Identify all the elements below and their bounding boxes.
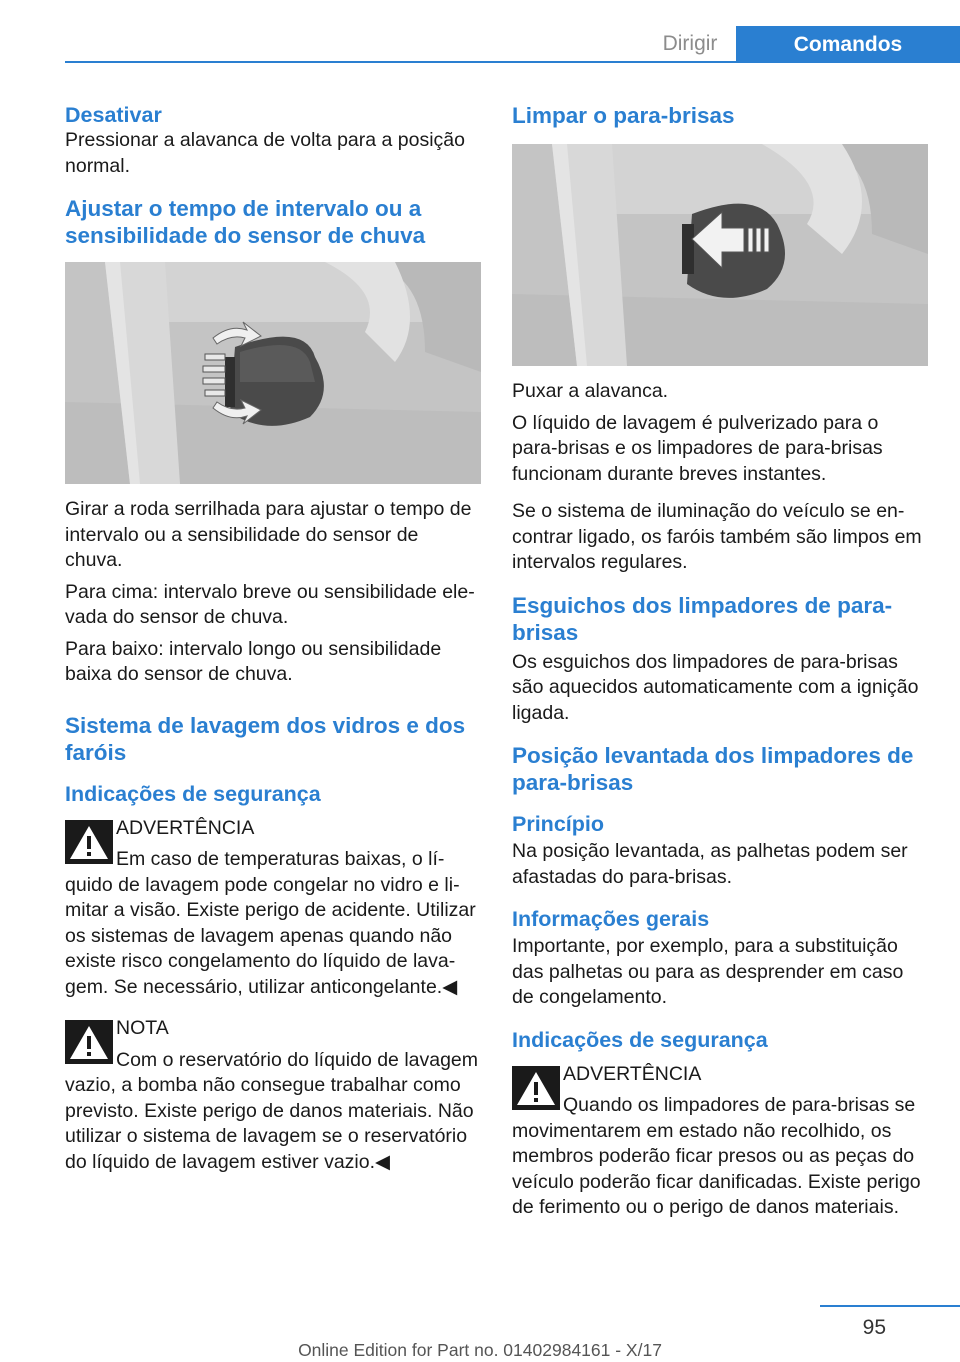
ajustar-heading: Ajustar o tempo de intervalo ou a sensibilidade do sensor de chuva [65, 196, 426, 248]
note-block [65, 1016, 481, 1175]
para-baixo-text: Para baixo: intervalo longo ou sensibilidade baixa do sensor de chuva. [65, 637, 442, 685]
para-cima-text: Para cima: intervalo breve ou sensibilidade elevada do sensor de chuva. [65, 580, 475, 628]
posicao-levantada-heading: Posição levantada dos limpadores de para-brisas [512, 743, 914, 795]
girar-text: Girar a roda serrilhada para ajustar o tempo de intervalo ou a sensibilidade do sensor de chuva. [65, 498, 472, 571]
warning-text: Em caso de temperaturas baixas, o líquido de lavagem pode congelar no vidro e limitar a visão. Existe perigo de acidente. Utilizar os sistemas de lavagem apenas quando não existe risco congelamento do líquido de lavagem. Se necessário, utilizar anticongelante.◀ [65, 848, 476, 998]
rain-sensor-wheel-figure [65, 262, 481, 484]
warning-label-right: ADVERTÊNCIA [563, 1062, 702, 1085]
footer-edition: Online Edition for Part no. 01402984161 - X/17 [298, 1340, 662, 1360]
indicacoes-seguranca-heading-right: Indicações de segurança [512, 1027, 768, 1052]
puxar-text: Puxar a alavanca. [512, 380, 669, 402]
warning-text-right: Quando os limpadores de para-brisas se movimentarem em estado não recolhido, os membros poderão ficar presos ou as peças do veículo poderão ficar danificadas. Existe perigo de ferimento ou o perigo de danos materiais. [512, 1094, 921, 1218]
pull-lever-figure [512, 144, 928, 366]
esguichos-text: Os esguichos dos limpadores de para-brisas são aquecidos automaticamente com a ignição ligada. [512, 650, 919, 724]
liquido-text: O líquido de lavagem é pulverizado para o para-brisas e os limpadores de para-brisas funcionam durante breves instantes. [512, 411, 883, 485]
section-tab-dirigir: Dirigir [662, 31, 718, 55]
limpar-para-brisas-heading: Limpar o para-brisas [512, 103, 735, 128]
page-number: 95 [862, 1316, 886, 1339]
right-column [512, 102, 928, 1221]
esguichos-heading: Esguichos dos limpadores de parabrisas [512, 592, 893, 645]
warning-block [65, 816, 481, 1001]
note-text: Com o reservatório do líquido de lavagem vazio, a bomba não consegue trabalhar como previsto. Existe perigo de danos materiais. Não utilizar o sistema de lavagem se o reservatório do líquido de lavagem estiver vazio.◀ [65, 1048, 479, 1173]
chapter-tab-comandos: Comandos [736, 26, 960, 63]
warning-block-right [512, 1062, 928, 1221]
warning-triangle-icon [65, 1020, 113, 1064]
note-label: NOTA [116, 1017, 169, 1039]
informacoes-gerais-heading: Informações gerais [512, 907, 710, 931]
warning-label: ADVERTÊNCIA [116, 816, 255, 839]
desativar-text: Pressionar a alavanca de volta para a posição normal. [65, 129, 465, 177]
principio-text: Na posição levantada, as palhetas podem ser afastadas do para-brisas. [512, 840, 908, 888]
desativar-heading: Desativar [65, 103, 162, 127]
warning-triangle-icon [512, 1066, 560, 1110]
footer-rule [820, 1305, 960, 1307]
sistema-lavagem-heading: Sistema de lavagem dos vidros e dos faróis [65, 712, 466, 765]
warning-triangle-icon [65, 820, 113, 864]
left-column [65, 102, 481, 1175]
iluminacao-text: Se o sistema de iluminação do veículo se encontrar ligado, os faróis também são limpos em intervalos regulares. [512, 500, 922, 573]
informacoes-text: Importante, por exemplo, para a substituição das palhetas ou para as desprender em caso de congelamento. [512, 935, 904, 1008]
principio-heading: Princípio [512, 812, 604, 836]
indicacoes-seguranca-heading: Indicações de segurança [65, 781, 321, 806]
